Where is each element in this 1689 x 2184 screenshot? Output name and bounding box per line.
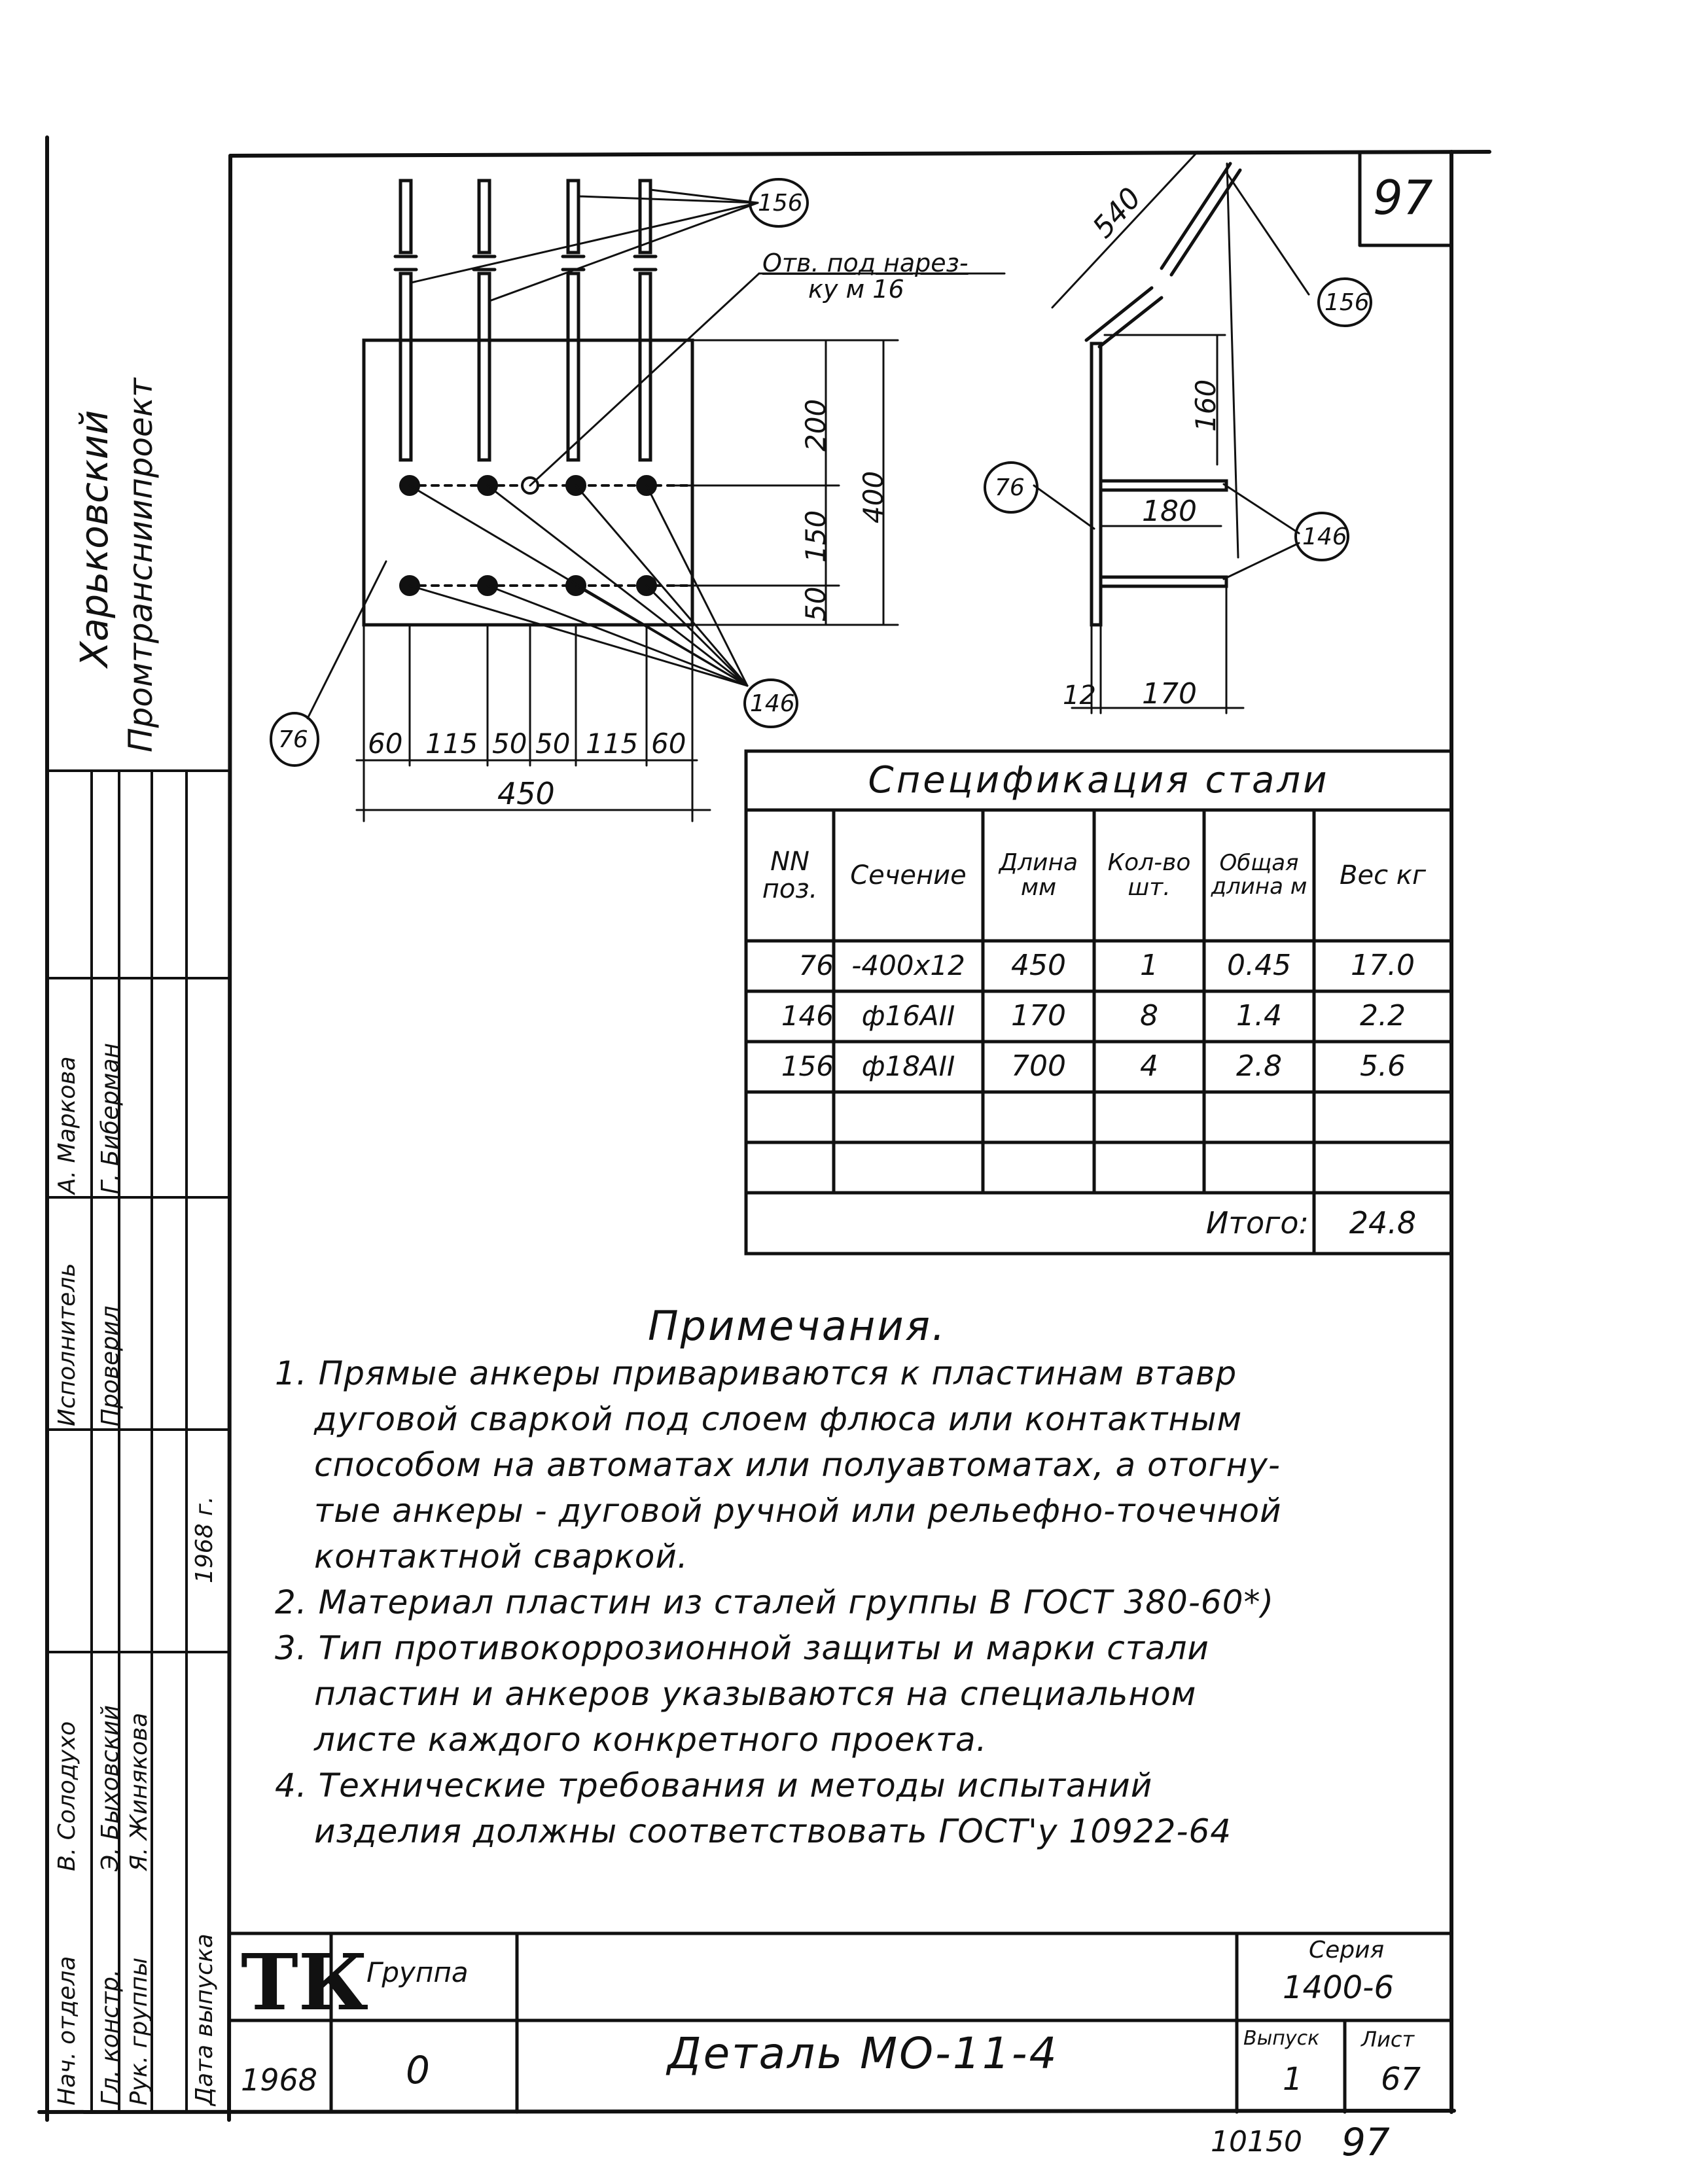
spec-header-total-length: Общая длина м xyxy=(1211,850,1307,900)
dim-170: 170 xyxy=(1142,677,1197,711)
note-line: 2. Материал пластин из сталей группы В ГОСТ 380-60*) xyxy=(275,1583,1275,1621)
table-cell: 4 xyxy=(1140,1049,1158,1083)
table-cell: 17.0 xyxy=(1351,949,1415,983)
table-cell: 450 xyxy=(1011,949,1066,983)
table-cell: 2.2 xyxy=(1360,999,1406,1033)
name-markova: А. Маркова xyxy=(54,1056,80,1194)
dim-160: 160 xyxy=(1190,379,1222,432)
note-line: пластин и анкеров указываются на специальном xyxy=(314,1675,1197,1713)
side-view-bent-anchor xyxy=(1086,164,1240,347)
table-cell: 8 xyxy=(1140,999,1158,1033)
callout-76-side: 76 xyxy=(995,474,1025,501)
role-checked: Проверил xyxy=(97,1305,124,1426)
spec-header-weight: Вес кг xyxy=(1340,860,1426,890)
front-view-studs xyxy=(400,476,692,595)
drawing-title: Деталь МО-11-4 xyxy=(667,2028,1059,2079)
table-cell: 700 xyxy=(1011,1049,1066,1083)
stamp-code: 10150 xyxy=(1211,2125,1302,2158)
note-line: изделия должны соответствовать ГОСТ'у 10922-64 xyxy=(314,1812,1232,1850)
name-bykhovsky: Э. Быховский xyxy=(97,1704,124,1871)
table-cell: 156 xyxy=(781,1050,834,1083)
dim-180: 180 xyxy=(1142,495,1197,528)
series-value: 1400-6 xyxy=(1283,1969,1395,2006)
signature-strip-lines xyxy=(47,771,229,2112)
sheet-number-bottom: 97 xyxy=(1342,2120,1390,2164)
issue-value: 1 xyxy=(1283,2061,1303,2098)
series-label: Серия xyxy=(1309,1937,1385,1964)
note-line: способом на автоматах или полуавтоматах, а отогну- xyxy=(314,1446,1281,1484)
dim-450-total: 450 xyxy=(497,776,555,811)
note-line: 4. Технические требования и методы испытаний xyxy=(275,1767,1153,1805)
spec-total-label: Итого: xyxy=(1205,1205,1309,1241)
dim-400: 400 xyxy=(857,470,889,523)
callout-146-front: 146 xyxy=(750,690,795,717)
role-head-of-department: Нач. отдела xyxy=(54,1956,80,2105)
note-line: дуговой сваркой под слоем флюса или контактным xyxy=(314,1400,1243,1438)
dim-50-b: 50 xyxy=(535,728,571,760)
sheet-number-top: 97 xyxy=(1373,170,1433,225)
dim-200: 200 xyxy=(800,398,832,451)
role-executor: Исполнитель xyxy=(54,1263,80,1426)
group-value: 0 xyxy=(406,2048,430,2092)
note-line: 1. Прямые анкеры привариваются к пластинам втавр xyxy=(275,1354,1237,1392)
name-biberman: Г. Биберман xyxy=(97,1043,124,1194)
dim-150: 150 xyxy=(800,510,832,563)
table-cell: 1.4 xyxy=(1236,999,1282,1033)
dim-115-right: 115 xyxy=(586,728,639,760)
dim-540: 540 xyxy=(1086,181,1148,245)
note-line: 3. Тип противокоррозионной защиты и марки стали xyxy=(275,1629,1209,1667)
note-line: листе каждого конкретного проекта. xyxy=(314,1721,987,1759)
table-cell: 5.6 xyxy=(1360,1049,1406,1083)
callout-76-front: 76 xyxy=(278,726,308,753)
hole-note-line2: ку м 16 xyxy=(808,275,904,304)
release-date-value: 1968 г. xyxy=(191,1496,218,1583)
table-cell: 1 xyxy=(1140,949,1158,983)
sheet-label: Лист xyxy=(1361,2027,1415,2052)
table-cell: -400x12 xyxy=(851,949,965,982)
note-line: контактной сваркой. xyxy=(314,1538,688,1576)
table-cell: 76 xyxy=(798,949,834,982)
name-solodukho: В. Солодухо xyxy=(54,1721,80,1871)
role-group-lead: Рук. группы xyxy=(126,1957,152,2105)
notes-title: Примечания. xyxy=(648,1302,947,1350)
sheet-value: 67 xyxy=(1381,2061,1421,2098)
tk-year: 1968 xyxy=(241,2062,318,2098)
table-cell: 170 xyxy=(1011,999,1066,1033)
role-release-date: Дата выпуска xyxy=(191,1933,218,2105)
dim-12: 12 xyxy=(1063,680,1096,711)
role-chief-designer: Гл. констр. xyxy=(97,1969,124,2105)
hole-note-line1: Отв. под нарез- xyxy=(762,249,969,277)
table-cell: ф16АII xyxy=(861,1000,955,1032)
table-cell: 146 xyxy=(781,1000,834,1032)
dim-50: 50 xyxy=(800,586,832,622)
table-cell: 0.45 xyxy=(1227,949,1291,983)
dim-60-left: 60 xyxy=(368,728,403,760)
callout-156-side: 156 xyxy=(1325,289,1370,316)
spec-table-title: Спецификация стали xyxy=(868,758,1330,801)
callout-146-side: 146 xyxy=(1302,523,1347,550)
dim-50-a: 50 xyxy=(492,728,527,760)
spec-header-qty: Кол-во шт. xyxy=(1107,849,1191,901)
spec-total-value: 24.8 xyxy=(1349,1205,1417,1241)
tk-logo: ТК xyxy=(241,1937,369,2028)
side-view-dimensions xyxy=(1034,152,1309,713)
dim-115-left: 115 xyxy=(425,728,478,760)
dim-60-right: 60 xyxy=(651,728,686,760)
name-zhinyakova: Я. Жинякова xyxy=(126,1712,152,1871)
spec-header-section: Сечение xyxy=(850,860,967,890)
note-line: тые анкеры - дуговой ручной или рельефно-точечной xyxy=(314,1492,1282,1530)
group-label: Группа xyxy=(366,1956,469,1988)
issue-label: Выпуск xyxy=(1243,2027,1320,2050)
organization-name-line2: Промтрансниипроект xyxy=(122,378,160,752)
spec-header-length: Длина мм xyxy=(999,849,1078,901)
table-cell: 2.8 xyxy=(1236,1049,1282,1083)
organization-name-line1: Харьковский xyxy=(72,410,116,667)
table-cell: ф18АII xyxy=(861,1050,955,1083)
spec-header-pos: NN поз. xyxy=(762,847,818,904)
front-view-anchors xyxy=(395,181,656,460)
callout-156-front: 156 xyxy=(758,190,803,217)
